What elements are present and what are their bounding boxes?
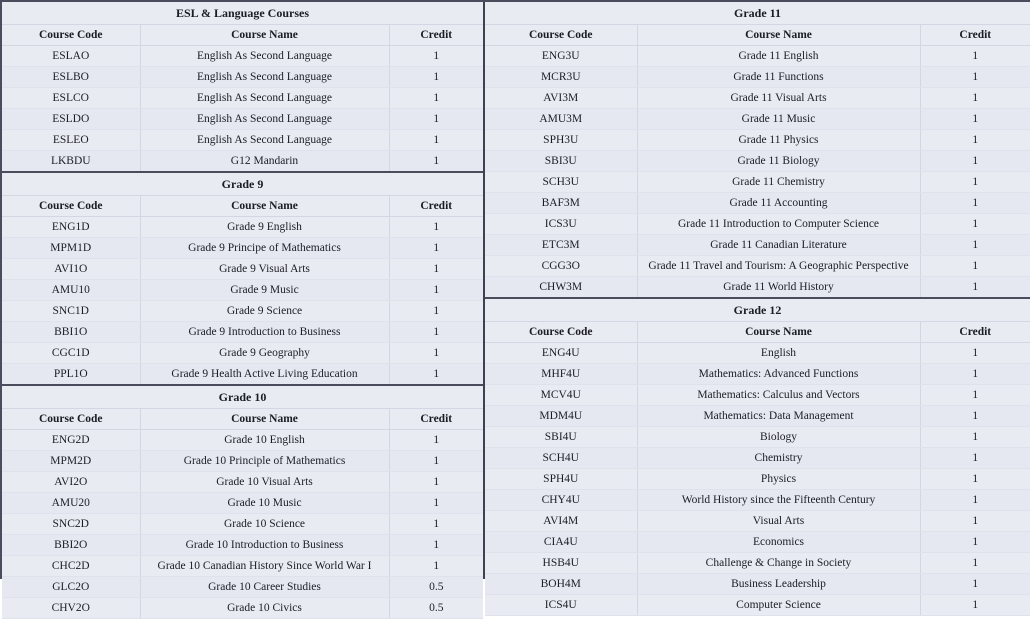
cell-course-code: CHV2O — [2, 598, 140, 619]
table-row[interactable] — [2, 535, 483, 556]
cell-credit: 1 — [389, 364, 483, 386]
table-row[interactable] — [2, 280, 483, 301]
cell-course-code: SPH3U — [485, 130, 637, 151]
cell-course-name: Grade 9 Principe of Mathematics — [140, 238, 389, 259]
cell-course-code: CHW3M — [485, 277, 637, 299]
column-header-row — [2, 196, 483, 217]
cell-course-code: CHY4U — [485, 490, 637, 511]
header-course-name: Course Name — [140, 25, 389, 46]
cell-course-name: Physics — [637, 469, 920, 490]
cell-course-code: SPH4U — [485, 469, 637, 490]
cell-course-code: BAF3M — [485, 193, 637, 214]
cell-course-name: Grade 10 Career Studies — [140, 577, 389, 598]
cell-course-name: Grade 11 Canadian Literature — [637, 235, 920, 256]
cell-course-code: CHC2D — [2, 556, 140, 577]
left-course-table — [2, 2, 483, 619]
cell-credit: 1 — [389, 151, 483, 173]
cell-credit: 0.5 — [389, 577, 483, 598]
cell-course-code: LKBDU — [2, 151, 140, 173]
cell-course-name: Grade 10 Civics — [140, 598, 389, 619]
table-row[interactable] — [2, 598, 483, 619]
cell-course-code: MHF4U — [485, 364, 637, 385]
cell-credit: 1 — [389, 259, 483, 280]
cell-credit: 1 — [920, 595, 1030, 616]
cell-course-name: Chemistry — [637, 448, 920, 469]
table-row[interactable] — [2, 343, 483, 364]
table-row[interactable] — [2, 364, 483, 386]
cell-course-code: CIA4U — [485, 532, 637, 553]
cell-credit: 1 — [920, 277, 1030, 299]
cell-course-code: ESLEO — [2, 130, 140, 151]
cell-credit: 1 — [389, 301, 483, 322]
left-table-column — [2, 2, 485, 614]
table-row[interactable] — [2, 259, 483, 280]
cell-course-name: Grade 10 Science — [140, 514, 389, 535]
section-title-row — [2, 385, 483, 409]
cell-course-code: AMU3M — [485, 109, 637, 130]
cell-credit: 1 — [920, 448, 1030, 469]
table-row[interactable] — [2, 238, 483, 259]
right-table-column — [485, 2, 1030, 611]
cell-course-name: Grade 10 English — [140, 430, 389, 451]
table-row[interactable] — [485, 277, 1030, 299]
table-row[interactable] — [485, 406, 1030, 427]
cell-course-code: AVI2O — [2, 472, 140, 493]
cell-course-name: Mathematics: Data Management — [637, 406, 920, 427]
cell-credit: 1 — [920, 532, 1030, 553]
cell-credit: 1 — [389, 451, 483, 472]
cell-credit: 1 — [389, 322, 483, 343]
right-table-body — [485, 2, 1030, 616]
header-course-code: Course Code — [2, 25, 140, 46]
table-row[interactable] — [2, 151, 483, 173]
header-credit: Credit — [389, 409, 483, 430]
cell-course-name: Computer Science — [637, 595, 920, 616]
cell-course-code: MPM1D — [2, 238, 140, 259]
cell-credit: 1 — [389, 493, 483, 514]
section-title-row — [485, 298, 1030, 322]
cell-course-code: SBI3U — [485, 151, 637, 172]
cell-credit: 1 — [389, 556, 483, 577]
table-row[interactable] — [485, 553, 1030, 574]
table-row[interactable] — [2, 577, 483, 598]
cell-course-name: Grade 10 Visual Arts — [140, 472, 389, 493]
table-row[interactable] — [485, 214, 1030, 235]
cell-credit: 1 — [920, 490, 1030, 511]
table-row[interactable] — [485, 172, 1030, 193]
cell-credit: 1 — [920, 88, 1030, 109]
cell-course-code: MCV4U — [485, 385, 637, 406]
header-course-code: Course Code — [2, 409, 140, 430]
cell-course-code: GLC2O — [2, 577, 140, 598]
table-row[interactable] — [2, 493, 483, 514]
table-row[interactable] — [2, 322, 483, 343]
table-row[interactable] — [485, 46, 1030, 67]
cell-course-code: AVI3M — [485, 88, 637, 109]
table-row[interactable] — [485, 88, 1030, 109]
cell-course-code: ESLDO — [2, 109, 140, 130]
table-row[interactable] — [485, 67, 1030, 88]
cell-credit: 1 — [389, 343, 483, 364]
cell-course-code: ESLCO — [2, 88, 140, 109]
cell-course-code: ESLAO — [2, 46, 140, 67]
header-course-name: Course Name — [140, 196, 389, 217]
section-title: Grade 11 — [485, 2, 1030, 25]
cell-credit: 1 — [920, 574, 1030, 595]
cell-course-name: Grade 11 Visual Arts — [637, 88, 920, 109]
cell-course-code: ESLBO — [2, 67, 140, 88]
section-title: Grade 10 — [2, 385, 483, 409]
cell-credit: 1 — [920, 511, 1030, 532]
column-header-row — [485, 25, 1030, 46]
cell-course-name: Grade 11 Biology — [637, 151, 920, 172]
cell-course-code: BBI1O — [2, 322, 140, 343]
cell-course-name: Challenge & Change in Society — [637, 553, 920, 574]
table-row[interactable] — [485, 595, 1030, 616]
table-row[interactable] — [485, 151, 1030, 172]
cell-course-name: Grade 9 Music — [140, 280, 389, 301]
cell-course-code: MDM4U — [485, 406, 637, 427]
cell-credit: 1 — [389, 67, 483, 88]
cell-course-code: SBI4U — [485, 427, 637, 448]
header-course-name: Course Name — [637, 322, 920, 343]
cell-course-code: BOH4M — [485, 574, 637, 595]
table-row[interactable] — [2, 67, 483, 88]
section-title: Grade 9 — [2, 172, 483, 196]
cell-course-name: World History since the Fifteenth Century — [637, 490, 920, 511]
table-row[interactable] — [485, 469, 1030, 490]
cell-course-name: English As Second Language — [140, 109, 389, 130]
column-header-row — [485, 322, 1030, 343]
cell-course-name: Grade 11 Physics — [637, 130, 920, 151]
cell-credit: 1 — [920, 427, 1030, 448]
cell-course-code: AMU20 — [2, 493, 140, 514]
cell-credit: 1 — [920, 67, 1030, 88]
cell-credit: 1 — [920, 364, 1030, 385]
table-row[interactable] — [2, 472, 483, 493]
right-course-table — [485, 2, 1030, 616]
table-row[interactable] — [2, 46, 483, 67]
cell-course-code: ENG2D — [2, 430, 140, 451]
cell-course-name: English As Second Language — [140, 46, 389, 67]
section-title-row — [485, 2, 1030, 25]
cell-course-code: MCR3U — [485, 67, 637, 88]
cell-course-code: MPM2D — [2, 451, 140, 472]
table-row[interactable] — [485, 574, 1030, 595]
section-title: Grade 12 — [485, 298, 1030, 322]
table-row[interactable] — [485, 130, 1030, 151]
cell-credit: 1 — [920, 406, 1030, 427]
table-row[interactable] — [2, 301, 483, 322]
table-row[interactable] — [485, 532, 1030, 553]
cell-credit: 1 — [920, 130, 1030, 151]
cell-course-name: Grade 11 Travel and Tourism: A Geographic Perspective — [637, 256, 920, 277]
cell-credit: 1 — [920, 109, 1030, 130]
cell-course-code: AMU10 — [2, 280, 140, 301]
cell-course-code: SCH4U — [485, 448, 637, 469]
section-title-row — [2, 2, 483, 25]
cell-credit: 1 — [920, 151, 1030, 172]
cell-course-name: Economics — [637, 532, 920, 553]
column-header-row — [2, 25, 483, 46]
cell-course-code: SCH3U — [485, 172, 637, 193]
cell-course-code: AVI1O — [2, 259, 140, 280]
cell-course-name: Biology — [637, 427, 920, 448]
cell-credit: 1 — [920, 343, 1030, 364]
cell-credit: 1 — [389, 88, 483, 109]
cell-course-code: AVI4M — [485, 511, 637, 532]
left-table-body — [2, 2, 483, 619]
cell-credit: 1 — [389, 238, 483, 259]
table-row[interactable] — [485, 343, 1030, 364]
cell-course-code: ENG1D — [2, 217, 140, 238]
column-header-row — [2, 409, 483, 430]
cell-course-code: HSB4U — [485, 553, 637, 574]
table-row[interactable] — [485, 235, 1030, 256]
cell-course-name: Grade 9 Science — [140, 301, 389, 322]
table-row[interactable] — [485, 490, 1030, 511]
table-row[interactable] — [2, 451, 483, 472]
cell-credit: 1 — [920, 469, 1030, 490]
table-row[interactable] — [485, 385, 1030, 406]
header-course-name: Course Name — [637, 25, 920, 46]
table-row[interactable] — [2, 217, 483, 238]
table-row[interactable] — [2, 130, 483, 151]
cell-credit: 1 — [920, 193, 1030, 214]
section-title-row — [2, 172, 483, 196]
cell-course-name: Grade 11 Introduction to Computer Science — [637, 214, 920, 235]
cell-credit: 1 — [920, 46, 1030, 67]
cell-course-code: CGC1D — [2, 343, 140, 364]
cell-credit: 1 — [389, 46, 483, 67]
cell-course-name: Grade 9 English — [140, 217, 389, 238]
cell-course-name: English As Second Language — [140, 88, 389, 109]
table-row[interactable] — [2, 430, 483, 451]
cell-course-code: ENG3U — [485, 46, 637, 67]
cell-course-code: PPL1O — [2, 364, 140, 386]
cell-course-code: ICS3U — [485, 214, 637, 235]
table-row[interactable] — [2, 88, 483, 109]
cell-course-name: Grade 11 Chemistry — [637, 172, 920, 193]
cell-credit: 1 — [920, 172, 1030, 193]
cell-course-name: Grade 10 Principle of Mathematics — [140, 451, 389, 472]
cell-course-name: Grade 10 Music — [140, 493, 389, 514]
cell-course-name: English — [637, 343, 920, 364]
table-row[interactable] — [2, 556, 483, 577]
table-row[interactable] — [2, 514, 483, 535]
cell-credit: 1 — [389, 217, 483, 238]
cell-course-name: Grade 11 World History — [637, 277, 920, 299]
table-row[interactable] — [485, 448, 1030, 469]
table-row[interactable] — [485, 364, 1030, 385]
table-row[interactable] — [2, 109, 483, 130]
cell-course-code: BBI2O — [2, 535, 140, 556]
cell-credit: 1 — [389, 109, 483, 130]
cell-course-code: SNC2D — [2, 514, 140, 535]
cell-course-name: Grade 9 Health Active Living Education — [140, 364, 389, 386]
table-row[interactable] — [485, 193, 1030, 214]
cell-credit: 1 — [920, 235, 1030, 256]
cell-course-name: G12 Mandarin — [140, 151, 389, 173]
cell-credit: 1 — [389, 280, 483, 301]
cell-course-code: ETC3M — [485, 235, 637, 256]
cell-credit: 1 — [920, 553, 1030, 574]
header-credit: Credit — [389, 25, 483, 46]
cell-course-name: Business Leadership — [637, 574, 920, 595]
cell-credit: 1 — [920, 385, 1030, 406]
cell-course-name: Grade 10 Canadian History Since World War I — [140, 556, 389, 577]
cell-credit: 1 — [920, 256, 1030, 277]
table-row[interactable] — [485, 427, 1030, 448]
cell-course-name: English As Second Language — [140, 67, 389, 88]
cell-course-code: ENG4U — [485, 343, 637, 364]
header-course-code: Course Code — [485, 25, 637, 46]
header-course-code: Course Code — [2, 196, 140, 217]
cell-course-name: Grade 11 Music — [637, 109, 920, 130]
cell-course-name: Grade 11 English — [637, 46, 920, 67]
cell-credit: 1 — [389, 472, 483, 493]
table-row[interactable] — [485, 256, 1030, 277]
cell-credit: 0.5 — [389, 598, 483, 619]
header-credit: Credit — [920, 25, 1030, 46]
cell-course-name: Visual Arts — [637, 511, 920, 532]
cell-course-name: Grade 11 Functions — [637, 67, 920, 88]
cell-course-name: Grade 9 Introduction to Business — [140, 322, 389, 343]
header-course-code: Course Code — [485, 322, 637, 343]
header-course-name: Course Name — [140, 409, 389, 430]
table-row[interactable] — [485, 109, 1030, 130]
cell-course-code: SNC1D — [2, 301, 140, 322]
table-row[interactable] — [485, 511, 1030, 532]
cell-credit: 1 — [389, 130, 483, 151]
cell-course-name: Grade 11 Accounting — [637, 193, 920, 214]
cell-course-name: Grade 9 Visual Arts — [140, 259, 389, 280]
header-credit: Credit — [920, 322, 1030, 343]
cell-credit: 1 — [389, 514, 483, 535]
cell-credit: 1 — [920, 214, 1030, 235]
cell-course-name: English As Second Language — [140, 130, 389, 151]
cell-course-name: Mathematics: Advanced Functions — [637, 364, 920, 385]
section-title: ESL & Language Courses — [2, 2, 483, 25]
header-credit: Credit — [389, 196, 483, 217]
cell-course-code: ICS4U — [485, 595, 637, 616]
cell-course-code: CGG3O — [485, 256, 637, 277]
cell-credit: 1 — [389, 430, 483, 451]
cell-course-name: Mathematics: Calculus and Vectors — [637, 385, 920, 406]
cell-course-name: Grade 9 Geography — [140, 343, 389, 364]
cell-course-name: Grade 10 Introduction to Business — [140, 535, 389, 556]
cell-credit: 1 — [389, 535, 483, 556]
